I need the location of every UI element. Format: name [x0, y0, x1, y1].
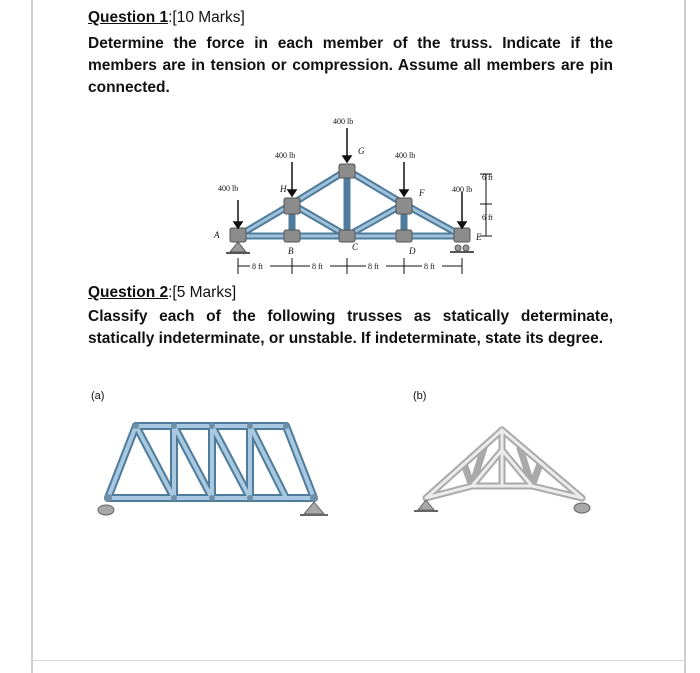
- truss-members: [238, 170, 462, 236]
- span-label: 8 ft: [252, 262, 263, 271]
- joint-label: C: [352, 242, 359, 252]
- joint-label: E: [476, 232, 482, 242]
- supports: [98, 502, 328, 515]
- question-2-label: Question 2: [88, 284, 169, 301]
- joint-label: B: [288, 246, 294, 256]
- joint-label: F: [419, 188, 425, 198]
- joint-label: D: [409, 246, 416, 256]
- question-1-heading: [88, 9, 245, 27]
- load-label: 400 lb: [333, 117, 354, 126]
- truss-figure-2a: [96, 410, 328, 522]
- question-2-text: Classify each of the following trusses as statically determinate, statically indeterminate, or unstable. If indeterminate, state its degree.: [88, 308, 613, 347]
- load-label: 400 lb: [275, 151, 296, 160]
- load-label: 400 lb: [452, 185, 473, 194]
- question-1-text: Determine the force in each member of the truss. Indicate if the members are in tension or compression. Assume all members are pin connected.: [88, 35, 613, 96]
- question-2-heading: [88, 284, 236, 302]
- figure-label-a: (a): [91, 390, 105, 402]
- question-1-marks: :[10 Marks]: [168, 9, 245, 26]
- load-label: 400 lb: [218, 184, 239, 193]
- load-label: 400 lb: [395, 151, 416, 160]
- page-border-left: [31, 0, 33, 673]
- truss-members: [426, 430, 582, 498]
- joint-label: G: [358, 146, 365, 156]
- truss-figure-2b: [412, 420, 602, 520]
- supports: [226, 242, 474, 253]
- figure-label-b: (b): [413, 390, 427, 402]
- page-border-bottom: [31, 660, 686, 661]
- truss-figure-1: [200, 112, 500, 284]
- span-label: 8 ft: [312, 262, 323, 271]
- joint-label: H: [280, 184, 287, 194]
- page-border-right: [684, 0, 686, 673]
- supports: [414, 500, 590, 513]
- span-label: 8 ft: [368, 262, 379, 271]
- height-label: 6 ft: [482, 173, 493, 182]
- question-1-label: Question 1: [88, 9, 169, 26]
- span-label: 8 ft: [424, 262, 435, 271]
- height-label: 6 ft: [482, 213, 493, 222]
- question-2-marks: :[5 Marks]: [168, 284, 237, 301]
- joint-label: A: [214, 230, 220, 240]
